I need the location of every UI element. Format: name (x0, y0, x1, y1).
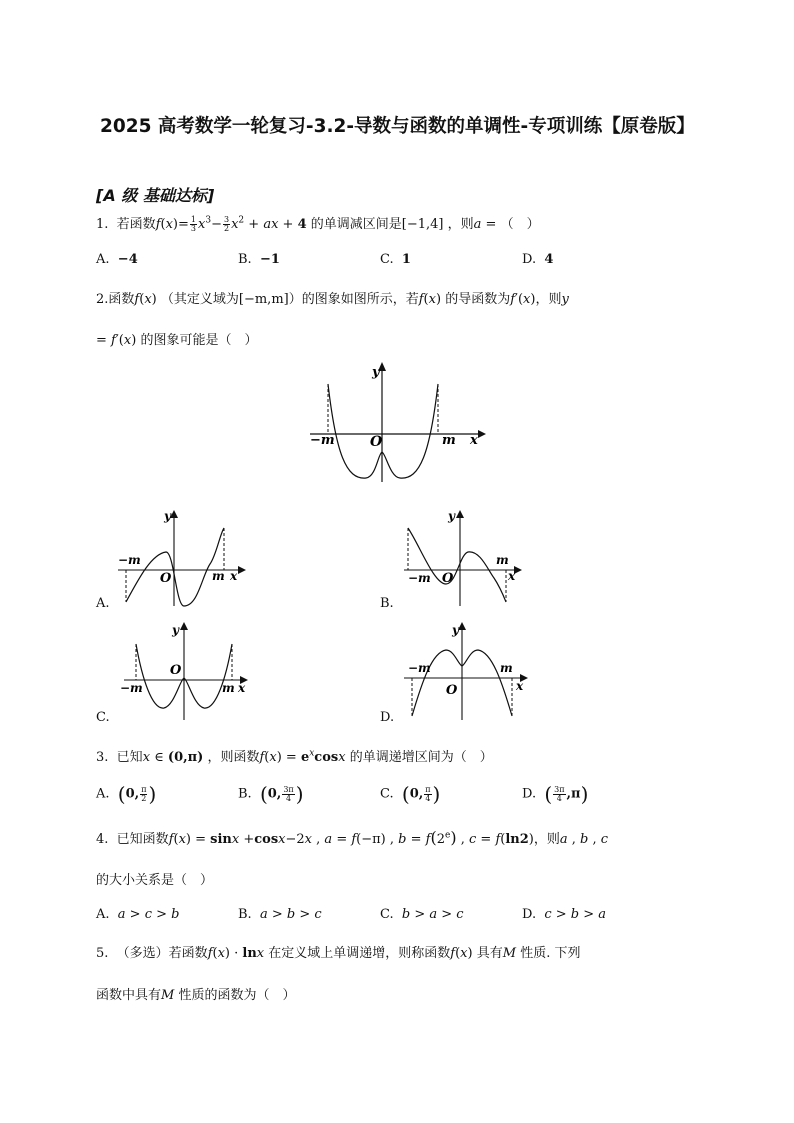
q4-option-c[interactable]: C. b > a > c (380, 907, 464, 922)
q1-option-d[interactable]: D. 4 (522, 252, 554, 267)
q4-option-d[interactable]: D. c > b > a (522, 907, 607, 922)
q5-number: 5. (96, 946, 109, 961)
question-4: 4. 已知函数f(x) = sinx +cosx−2x , a = f(−π) , $b = f(2^e)$ , c = f(ln2)，则a , b , c (96, 828, 609, 847)
q4-option-a[interactable]: A. a > c > b (96, 907, 180, 922)
svg-text:−m: −m (408, 661, 431, 675)
question-5: 5. （多选）若函数f(x) · lnx 在定义域上单调递增，则称函数f(x) 具有M 性质. 下列 (96, 946, 581, 961)
svg-text:O: O (446, 683, 458, 698)
svg-text:x: x (230, 569, 238, 583)
q1-ask: （ ） (500, 217, 540, 232)
q3-option-d[interactable]: D. ( $\frac{3\pi}{4}$ ,π) (522, 782, 589, 806)
svg-text:y: y (448, 509, 455, 523)
q1-interval: [−1,4] (401, 217, 444, 232)
question-1: 1. 若函数f(x)= $\frac{1}{3}$ $x^3-$ $\frac{3}{2}$ $x^2$ + ax + 4 的单调减区间是[−1,4] ，则a = （ ） (96, 215, 540, 233)
main-label-neg-m: −m (310, 433, 335, 448)
main-label-o: O (370, 434, 383, 450)
svg-text:m: m (222, 681, 235, 695)
question-3: 3. 已知x ∈ (0,π) ，则函数$f(x) = e^x\cos x$ 的单调递增区间为（ ） (96, 748, 493, 765)
svg-text:m: m (496, 553, 509, 567)
q1-number: 1. (96, 217, 109, 232)
q2-domain: [−m,m] (238, 292, 289, 307)
function-curve (328, 384, 438, 478)
main-label-x: x (470, 433, 478, 448)
section-heading: [A 级 基础达标] (96, 186, 215, 205)
main-label-y: y (372, 365, 380, 380)
q1-option-c[interactable]: C. 1 (380, 252, 411, 267)
svg-text:O: O (442, 571, 454, 586)
q1-text-mid: 的单调减区间是 (310, 217, 402, 232)
question-4-line2: 的大小关系是（ ） (96, 873, 214, 888)
q3-option-a[interactable]: A. (0, $\frac{\pi}{2}$ ) (96, 782, 157, 806)
question-2-line2: = f′(x) 的图象可能是（ ） (96, 333, 258, 348)
svg-text:m: m (500, 661, 513, 675)
svg-text:x: x (516, 679, 524, 693)
option-c-label[interactable]: C. (96, 710, 110, 725)
x-axis-arrow (478, 430, 486, 438)
q4-number: 4. (96, 832, 109, 847)
graph-b[interactable] (398, 506, 540, 610)
q1-formula: f(x)= $\frac{1}{3}$ $x^3-$ $\frac{3}{2}$ $x^2$ + ax + 4 (155, 215, 307, 233)
svg-text:x: x (508, 569, 516, 583)
svg-text:y: y (172, 623, 179, 637)
option-b-label[interactable]: B. (380, 596, 394, 611)
graph-d[interactable] (398, 618, 540, 722)
q1-text-post: ，则 (447, 217, 474, 232)
svg-text:O: O (160, 571, 172, 586)
q3-option-b[interactable]: B. (0, $\frac{3\pi}{4}$ ) (238, 782, 304, 806)
q2-number: 2. (96, 292, 109, 307)
svg-text:O: O (170, 663, 182, 678)
main-graph (304, 358, 494, 488)
question-5-line2: 函数中具有M 性质的函数为（ ） (96, 988, 296, 1003)
main-label-m: m (442, 433, 456, 448)
svg-text:−m: −m (118, 553, 141, 567)
option-d-label[interactable]: D. (380, 710, 395, 725)
question-2: 2.函数f(x) （其定义域为[−m,m]）的图象如图所示，若f(x) 的导函数为f′(x)，则y (96, 292, 569, 307)
graph-c[interactable] (114, 618, 256, 722)
svg-text:m: m (212, 569, 225, 583)
q4-option-b[interactable]: B. a > b > c (238, 907, 322, 922)
svg-text:−m: −m (120, 681, 143, 695)
svg-text:−m: −m (408, 571, 431, 585)
svg-text:x: x (238, 681, 246, 695)
q3-option-c[interactable]: C. (0, $\frac{\pi}{4}$ ) (380, 782, 441, 806)
q1-text-pre: 若函数 (116, 217, 156, 232)
q1-option-b[interactable]: B. −1 (238, 252, 280, 267)
svg-text:y: y (164, 509, 171, 523)
svg-text:y: y (452, 623, 459, 637)
graph-a[interactable] (112, 506, 254, 610)
option-a-label[interactable]: A. (96, 596, 110, 611)
q3-number: 3. (96, 750, 109, 765)
page-title: 2025 高考数学一轮复习-3.2-导数与函数的单调性-专项训练【原卷版】 (100, 116, 695, 137)
q1-option-a[interactable]: A. −4 (96, 252, 138, 267)
